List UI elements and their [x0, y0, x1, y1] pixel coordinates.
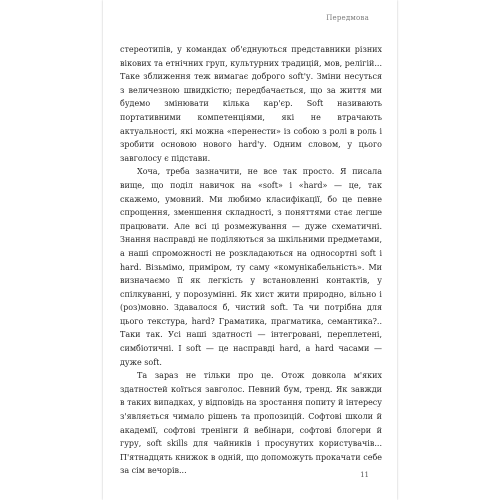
book-page — [103, 0, 397, 500]
paragraph-3: Та зараз не тільки про це. Отож довкола м'яких здатностей коїться завголос. Певний бум, тренд. Як завжди в таких випадках, у відповідь на зростання попиту й інтересу з'являється чимало рішень та пропозицій. Софтові школи й академії, софтові тренінги й вебінари, софтові блогери й гуру, soft skills для чайників і просунутих користувачів... П'ятнадцять книжок в одній, що допоможуть прокачати себе за сім вечорів... — [120, 371, 382, 476]
paragraph-2: Хоча, треба зазначити, не все так просто. Я писала вище, що поділ навичок на «soft» і «hard» — це, так скажемо, умовний. Ми любимо класифікації, бо це певне спрощення, зменшення складності, з поняттями стає легше працювати. Але всі ці розмежування — дуже схематичні. Знання насправді не поділяються за шкільними предметами, а наші спроможності не розкладаються на односортні soft і hard. Візьмімо, приміром, ту саму «комунікабельність». Ми визначаємо її як легкість у встановленні контактів, у спілкуванні, у порозумінні. Як хист жити природно, вільно і (роз)мовно. Здавалося б, чистий soft. Та чи потрібна для цього текстура, hard? Граматика, прагматика, семантика?.. Таки так. Усі наші здатності — інтегровані, переплетені, симбіотичні. І soft — це насправді hard, а hard часами — дуже soft. — [120, 167, 382, 367]
page-number: 11 — [360, 471, 369, 479]
paragraph-1: стереотипів, у командах об'єднуються представники різних вікових та етнічних груп, культурних традицій, мов, релігій... Таке зближення теж вимагає доброго soft'у. Зміни несуться з величезною швидкістю; передбачається, що за життя ми будемо змінювати кілька кар'єр. Soft називають портативними компетенціями, які не втрачають актуальності, які можна «перенести» із собою з ролі в роль і зробити основою нового hard'у. Одним словом, у цього завголосу є підстави. — [120, 45, 382, 163]
page-body — [120, 43, 382, 478]
running-head: Передмова — [326, 14, 369, 22]
